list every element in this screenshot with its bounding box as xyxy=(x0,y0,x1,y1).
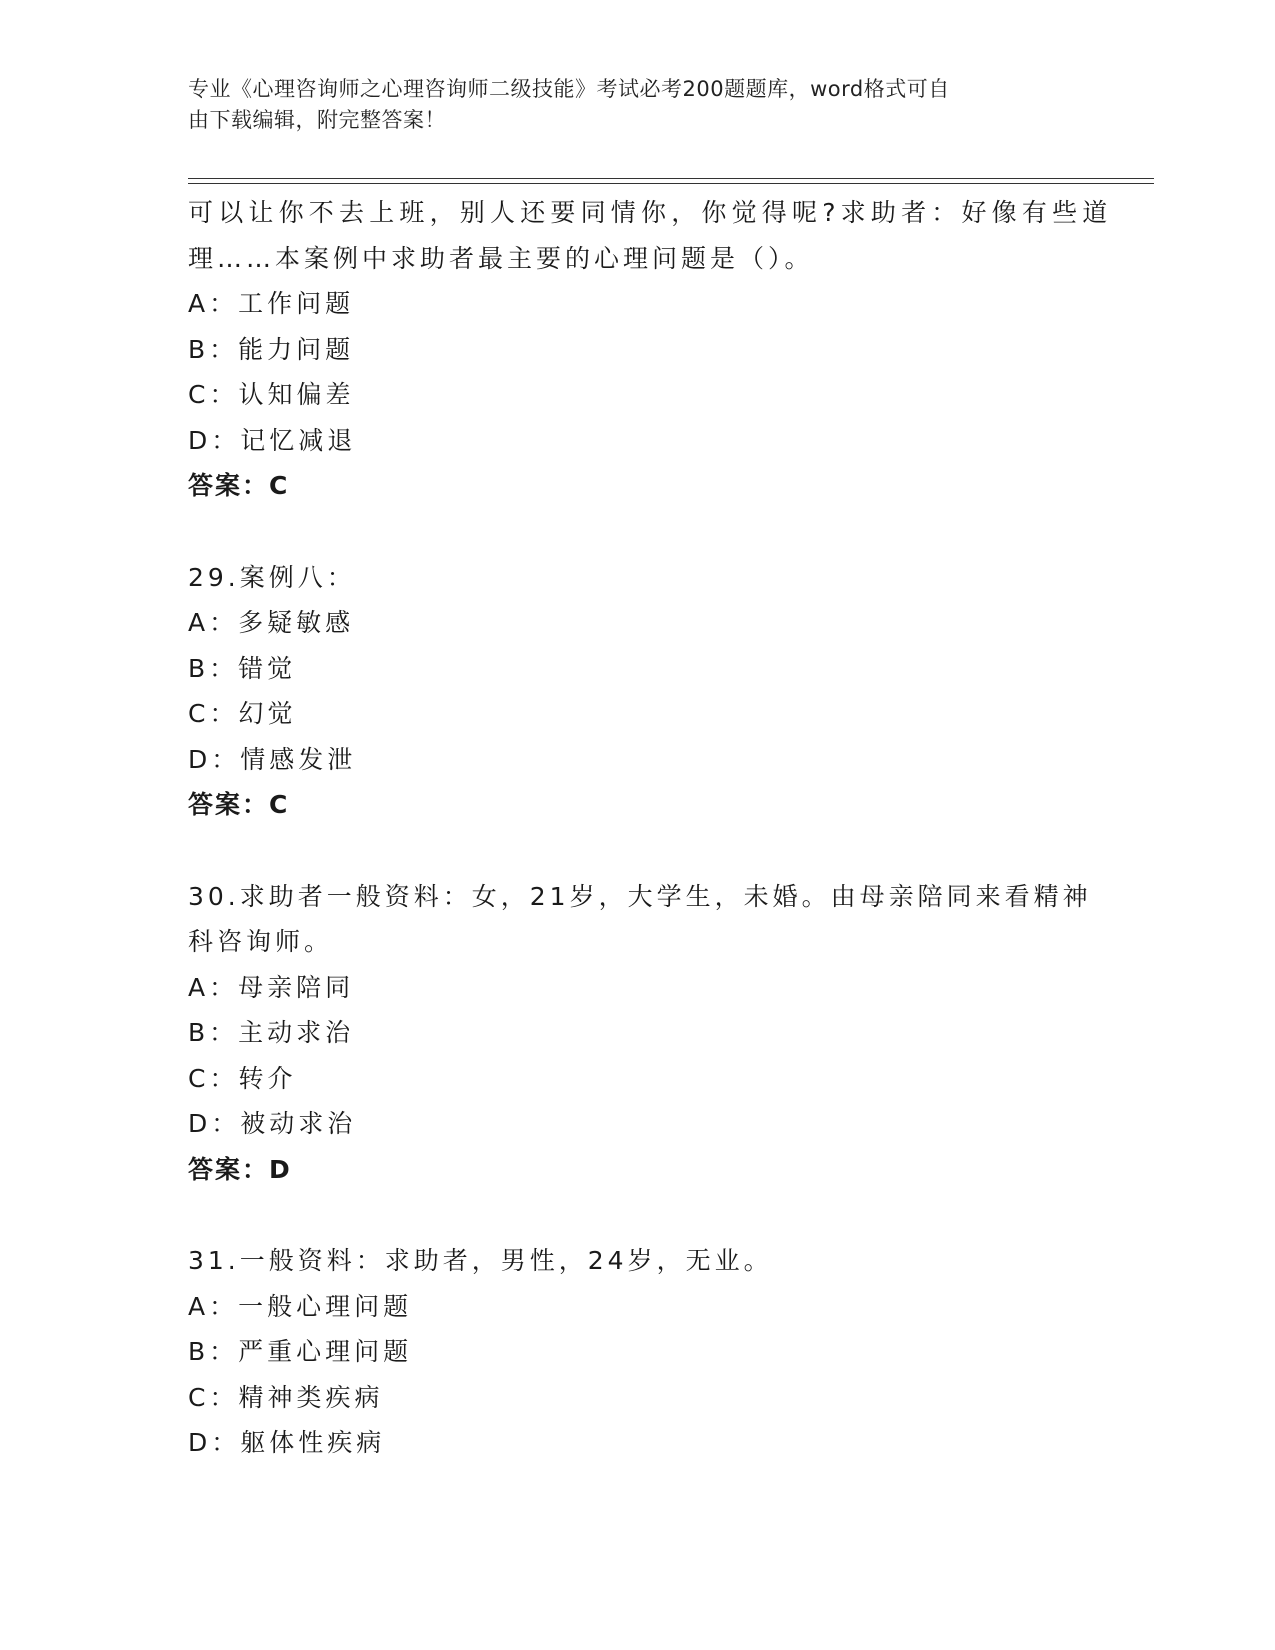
option-d: D：记忆减退 xyxy=(188,425,357,455)
header-rule-top xyxy=(188,178,1154,179)
option-a: A：母亲陪同 xyxy=(188,972,355,1002)
document-header xyxy=(188,74,1068,136)
option-b: B：错觉 xyxy=(188,653,297,683)
option-d: D：情感发泄 xyxy=(188,744,357,774)
option-c: C：精神类疾病 xyxy=(188,1382,384,1412)
question-31 xyxy=(188,1238,1108,1466)
question-text: 可以让你不去上班，别人还要同情你，你觉得呢?求助者：好像有些道 xyxy=(188,198,1113,227)
question-text: 30.求助者一般资料：女，21岁，大学生，未婚。由母亲陪同来看精神 xyxy=(188,881,1092,911)
answer-line: 答案：D xyxy=(188,1154,292,1184)
question-gap xyxy=(188,509,1108,555)
option-b: B：能力问题 xyxy=(188,334,355,364)
header-rule-bottom xyxy=(188,183,1154,184)
option-a: A：一般心理问题 xyxy=(188,1291,413,1321)
option-c: C：认知偏差 xyxy=(188,380,355,409)
answer-line: 答案：C xyxy=(188,790,290,819)
option-c: C：幻觉 xyxy=(188,699,297,728)
question-30 xyxy=(188,874,1108,1193)
question-29 xyxy=(188,555,1108,828)
option-b: B：主动求治 xyxy=(188,1018,355,1047)
question-text: 科咨询师。 xyxy=(188,927,334,956)
document-body xyxy=(188,190,1113,1466)
option-c: C：转介 xyxy=(188,1063,297,1093)
option-d: D：躯体性疾病 xyxy=(188,1428,386,1457)
question-gap xyxy=(188,1192,1108,1238)
option-a: A：工作问题 xyxy=(188,289,355,318)
header-line-1: 专业《心理咨询师之心理咨询师二级技能》考试必考200题题库，word格式可自 xyxy=(188,77,950,101)
option-b: B：严重心理问题 xyxy=(188,1337,413,1366)
question-text: 29.案例八： xyxy=(188,562,356,592)
option-d: D：被动求治 xyxy=(188,1109,357,1138)
question-text: 31.一般资料：求助者，男性，24岁，无业。 xyxy=(188,1246,773,1275)
question-28 xyxy=(188,190,1113,509)
question-gap xyxy=(188,828,1108,874)
option-a: A：多疑敏感 xyxy=(188,608,355,637)
header-line-2: 由下载编辑，附完整答案！ xyxy=(188,108,446,132)
answer-line: 答案：C xyxy=(188,471,290,500)
question-text: 理……本案例中求助者最主要的心理问题是（）。 xyxy=(188,243,814,273)
